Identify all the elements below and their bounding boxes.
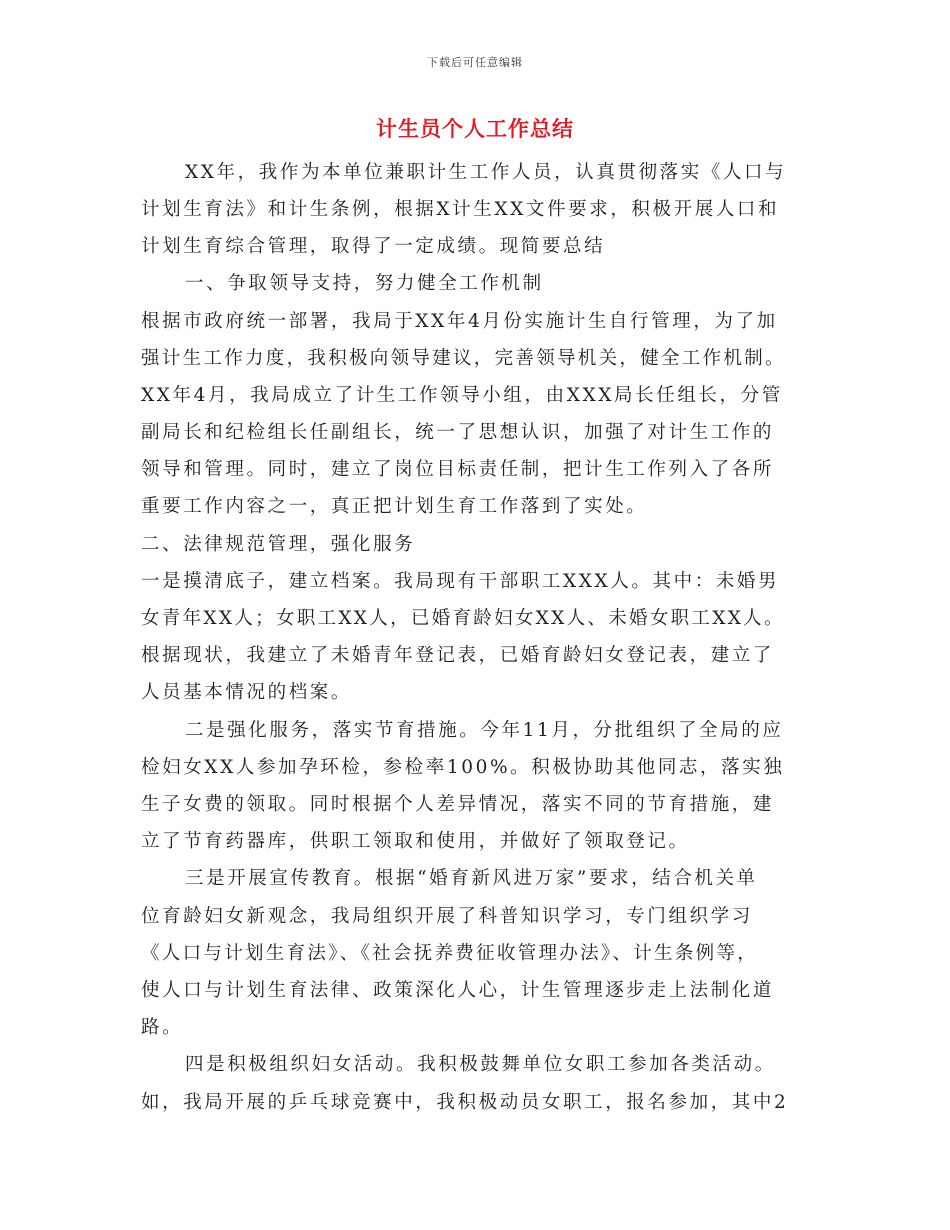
body-line: 二是强化服务，落实节育措施。今年11月，分批组织了全局的应: [185, 720, 784, 741]
body-line: 一是摸清底子，建立档案。我局现有干部职工XXX人。其中：未婚男: [141, 571, 780, 592]
body-line: 计划生育综合管理，取得了一定成绩。现简要总结: [141, 236, 606, 257]
body-line: 四是积极组织妇女活动。我积极鼓舞单位女职工参加各类活动。: [185, 1054, 776, 1075]
section-heading: 一、争取领导支持，努力健全工作机制: [185, 273, 544, 294]
body-line: 使人口与计划生育法律、政策深化人心，计生管理逐步走上法制化道: [141, 980, 775, 1001]
header-note: 下载后可任意编辑: [427, 56, 523, 69]
body-line: 根据现状，我建立了未婚青年登记表，已婚育龄妇女登记表，建立了: [141, 645, 775, 666]
body-line: 副局长和纪检组长任副组长，统一了思想认识，加强了对计生工作的: [141, 422, 775, 443]
body-line: 人员基本情况的档案。: [141, 682, 353, 703]
body-line: 如，我局开展的乒乓球竞赛中，我积极动员女职工，报名参加，其中2: [141, 1092, 789, 1113]
body-line: 位育龄妇女新观念，我局组织开展了科普知识学习，专门组织学习: [141, 906, 753, 927]
body-line: XX年4月，我局成立了计生工作领导小组，由XXX局长任组长，分管: [141, 385, 783, 406]
body-line: 生子女费的领取。同时根据个人差异情况，落实不同的节育措施，建: [141, 794, 775, 815]
body-line: 重要工作内容之一，真正把计划生育工作落到了实处。: [141, 496, 648, 517]
body-line: 强计生工作力度，我积极向领导建议，完善领导机关，健全工作机制。: [141, 348, 786, 369]
body-line: 《人口与计划生育法》、《社会抚养费征收管理办法》、计生条例等，: [141, 943, 759, 964]
body-line: 立了节育药器库，供职工领取和使用，并做好了领取登记。: [141, 831, 690, 852]
body-line: XX年，我作为本单位兼职计生工作人员，认真贯彻落实《人口与: [185, 162, 787, 183]
section-heading: 二、法律规范管理，强化服务: [141, 534, 416, 555]
document-title: 计生员个人工作总结: [376, 117, 574, 141]
body-line: 领导和管理。同时，建立了岗位目标责任制，把计生工作列入了各所: [141, 459, 775, 480]
body-line: 女青年XX人；女职工XX人，已婚育龄妇女XX人、未婚女职工XX人。: [141, 608, 785, 629]
body-line: 三是开展宣传教育。根据“婚育新风进万家”要求，结合机关单: [185, 868, 758, 889]
body-line: 计划生育法》和计生条例，根据X计生XX文件要求，积极开展人口和: [141, 199, 780, 220]
body-line: 检妇女XX人参加孕环检，参检率100%。积极协助其他同志，落实独: [141, 757, 785, 778]
body-line: 根据市政府统一部署，我局于XX年4月份实施计生自行管理，为了加: [141, 311, 778, 332]
body-line: 路。: [141, 1017, 184, 1038]
